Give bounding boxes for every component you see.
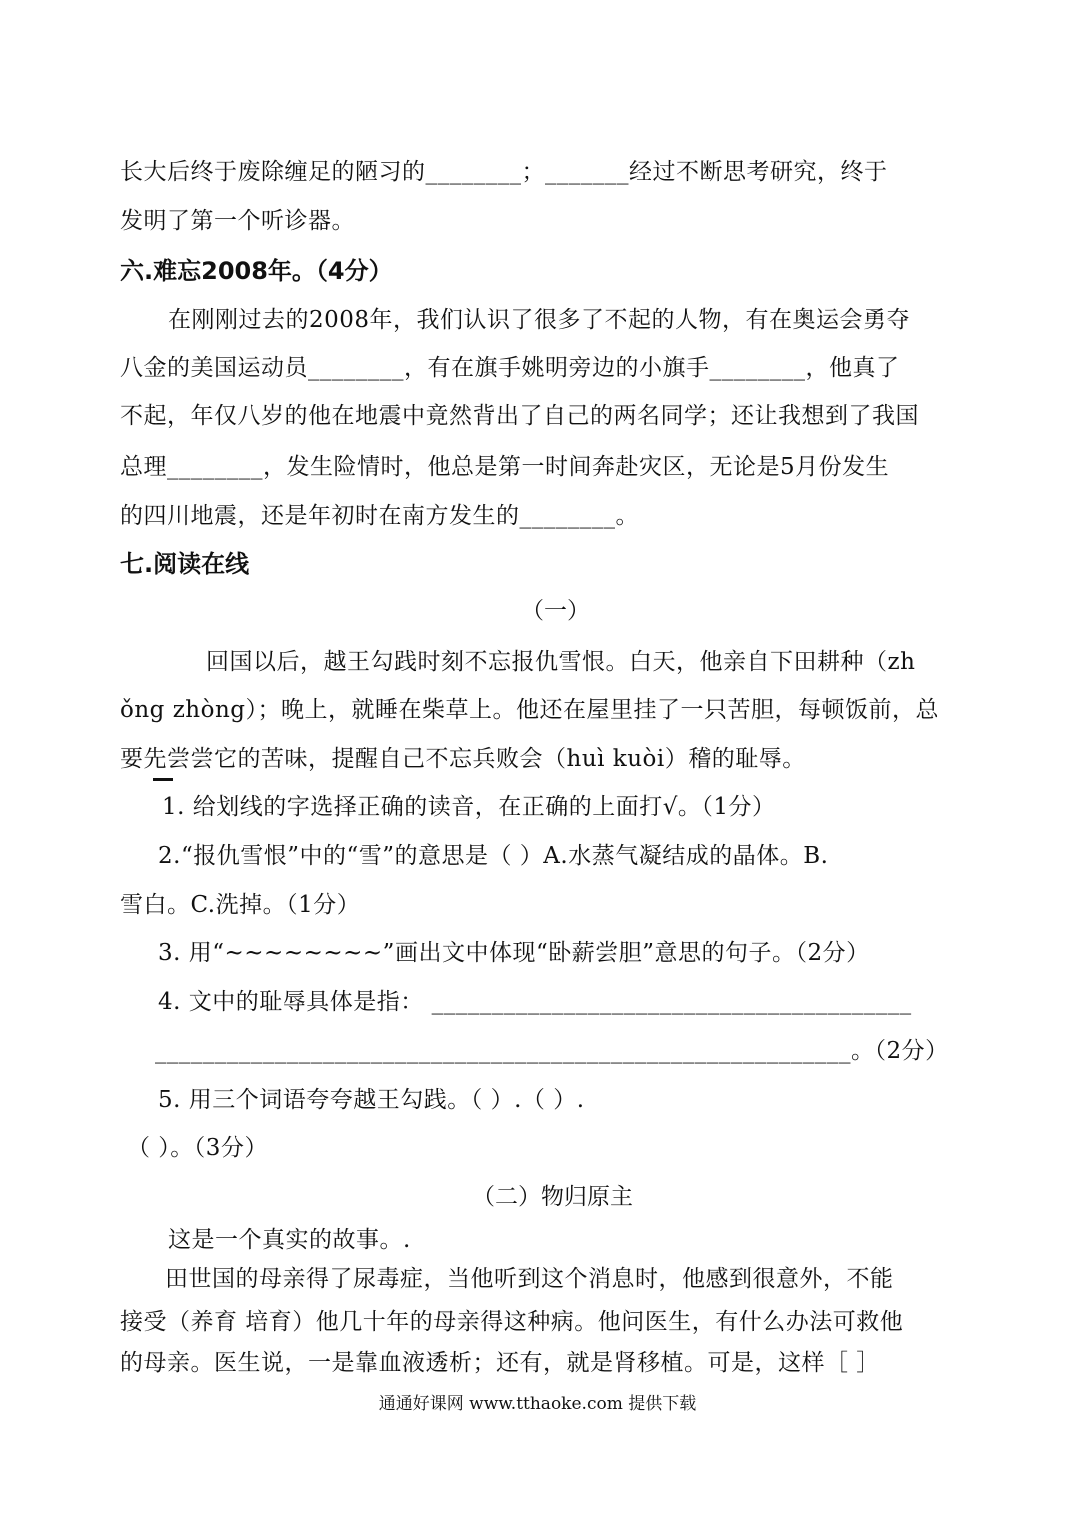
story-line: 田世国的母亲得了尿毒症，当他听到这个消息时，他感到很意外，不能 [165,1266,894,1292]
question-line: （ ）。（3分） [127,1135,268,1161]
part-title: （二）物归原主 [472,1184,633,1210]
underline-mark [153,778,173,781]
paragraph-line: 在刚刚过去的2008年，我们认识了很多了不起的人物，有在奥运会勇夺 [168,307,911,333]
part-title: （一） [521,598,590,624]
question-line: 3. 用“~~~~~~~~”画出文中体现“卧薪尝胆”意思的句子。（2分） [158,940,870,966]
page-footer: 通通好课网 www.tthaoke.com 提供下载 [378,1394,697,1414]
passage-line: 回国以后，越王勾践时刻不忘报仇雪恨。白天，他亲自下田耕种（zh [206,649,916,675]
question-line: 雪白。C.洗掉。（1分） [120,892,361,918]
paragraph-line: 的四川地震，还是年初时在南方发生的________。 [120,503,639,529]
question-line: __________________________________________________________。（2分） [155,1038,949,1064]
story-line: 的母亲。医生说，一是靠血液透析；还有，就是肾移植。可是，这样［ ］ [120,1350,880,1376]
story-line: 接受（养育 培育）他几十年的母亲得这种病。他问医生，有什么办法可救他 [120,1309,904,1335]
passage-line: 要先尝尝它的苦味，提醒自己不忘兵败会（huì kuòi）稽的耻辱。 [120,746,806,772]
paragraph-line: 不起，年仅八岁的他在地震中竟然背出了自己的两名同学；还让我想到了我国 [120,403,919,429]
paragraph-line: 总理________，发生险情时，他总是第一时间奔赴灾区，无论是5月份发生 [120,454,890,480]
text-line: 长大后终于废除缠足的陋习的________；_______经过不断思考研究，终于 [120,159,888,185]
question-line: 1. 给划线的字选择正确的读音，在正确的上面打√。（1分） [162,794,776,820]
question-line: 4. 文中的耻辱具体是指： ________________________________________ [158,989,912,1015]
passage-line: ǒng zhòng）；晚上，就睡在柴草上。他还在屋里挂了一只苦胆，每顿饭前，总 [120,697,940,723]
section-heading: 六.难忘2008年。（4分） [120,257,393,285]
section-heading: 七.阅读在线 [120,550,250,578]
question-line: 2.“报仇雪恨”中的“雪”的意思是（ ）A.水蒸气凝结成的晶体。B. [158,843,829,869]
text-line: 发明了第一个听诊器。 [120,208,355,234]
story-line: 这是一个真实的故事。. [168,1227,411,1253]
question-line: 5. 用三个词语夸夸越王勾践。（ ）.（ ）. [158,1087,585,1113]
paragraph-line: 八金的美国运动员________，有在旗手姚明旁边的小旗手________，他真了 [120,355,900,381]
